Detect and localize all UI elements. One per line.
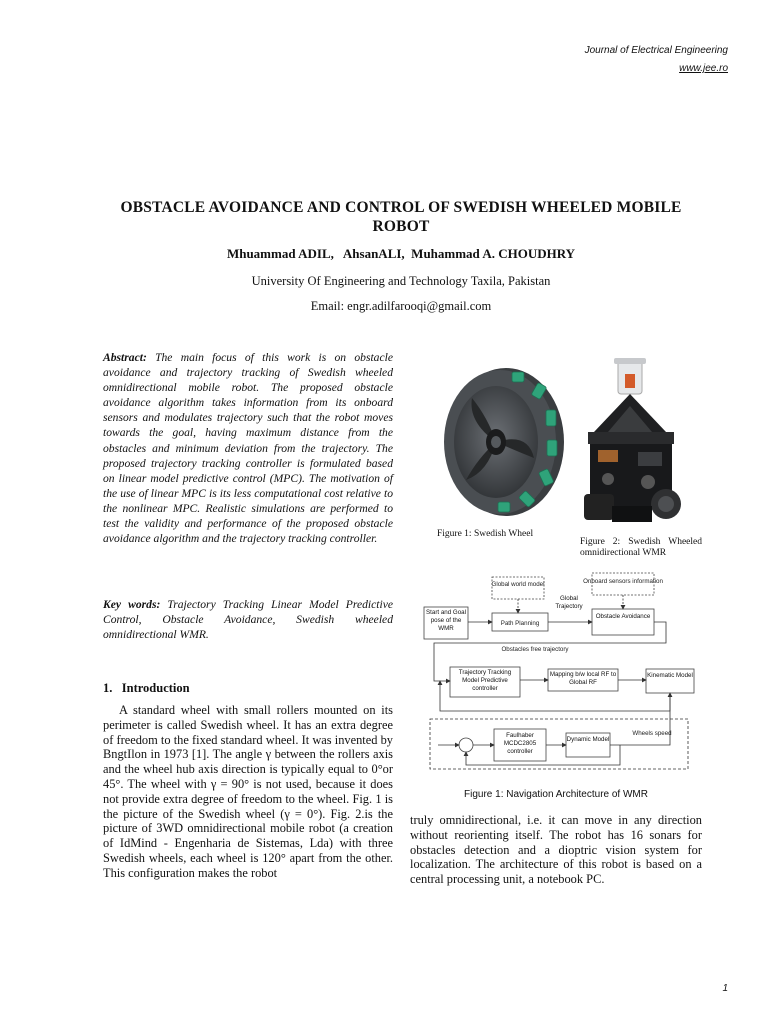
keywords [103,597,393,642]
intro-continuation: truly omnidirectional, i.e. it can move in any direction without reorienting itself. The robot has 16 sonars for obstacles detection and a dioptric vision system for localization. The architecture of this robot is based on a central processing unit, a notebook PC. [410,813,702,887]
keywords-label: Key words: [103,598,161,611]
journal-url[interactable]: www.jee.ro [679,63,728,74]
figure1-caption: Figure 1: Swedish Wheel [437,529,534,539]
navigation-diagram [420,569,700,779]
diagram-caption: Figure 1: Navigation Architecture of WMR [464,789,648,800]
summing-junction [459,738,473,752]
global-world-model-label: Global world model [491,581,545,588]
kinematic-label: Kinematic Model [647,672,693,679]
email: Email: engr.adilfarooqi@gmail.com [310,299,492,313]
abstract-text: The main focus of this work is on obstacle avoidance and trajectory tracking of Swedish wheeled omnidirectional mobile robot. The proposed obstacle avoidance algorithm takes information from its onboard sensors and modulates trajectory such that the robot moves towards the goal, having maximum distance from the obstacles and minimum deviation from the trajectory. The proposed trajectory tracking controller is formulated based on linear model predictive control (MPC). The motivation of the use of linear MPC is its less computational cost relative to the nonlinear MPC. Realistic simulations are performed to test the validity and performance of the proposed obstacle avoidance algorithm and the trajectory tracking controller. [103,351,393,546]
page-number: 1 [722,983,728,994]
onboard-sensors-label: Onboard sensors information [583,578,663,585]
intro-paragraph: A standard wheel with small rollers mounted on its perimeter is called Swedish wheel. It has an extra degree of freedom to the fixed standard wheel. It was invented by BngtIlon in 1973 [1]. The angle γ between the rollers axis and the wheel hub axis direction is typically equal to 0°or 45°. The wheel with γ = 90° is not used, because it does not provide extra degree of freedom to the wheel. Fig. 1 is the picture of the Swedish wheel (γ = 0°). Fig. 2.is the picture of 3WD omnidirectional mobile robot (a creation of IdMind - Engenharia de Sistemas, Lda) with three Swedish wheels, each wheel is 120° apart from the other. This configuration makes the robot [103,703,393,880]
faulhaber-label: Faulhaber MCDC2805 controller [503,732,537,755]
affiliation: University Of Engineering and Technology Taxila, Pakistan [251,274,551,288]
authors: Mhuammad ADIL, AhsanALI, Muhammad A. CHOUDHRY [226,246,576,261]
section-heading: 1. Introduction [103,681,190,695]
dynamic-model-label: Dynamic Model [566,736,610,743]
mpc-label: Trajectory Tracking Model Predictive controller [458,669,512,692]
obstacles-free-label: Obstacles free trajectory [501,646,569,653]
mapping-label: Mapping b/w local RF to Global RF [549,671,617,686]
swedish-wheel-image [438,362,568,520]
obstacle-avoidance-label: Obstacle Avoidance [595,613,651,620]
start-goal-label: Start and Goal pose of the WMR [426,609,466,632]
journal-name: Journal of Electrical Engineering [584,45,728,56]
figure2-caption: Figure 2: Swedish Wheeled omnidirectional WMR [580,537,702,558]
paper-title: OBSTACLE AVOIDANCE AND CONTROL OF SWEDISH WHEELED MOBILE ROBOT [120,199,682,235]
abstract [103,350,393,546]
wheels-speed-label: Wheels speed [632,730,672,737]
robot-image [578,354,686,534]
abstract-label: Abstract: [103,351,147,364]
path-planning-label: Path Planning [500,620,540,627]
keywords-text: Trajectory Tracking Linear Model Predictive Control, Obstacle Avoidance, Swedish wheeled omnidirectional WMR. [103,598,393,642]
global-trajectory-label: Global Trajectory [555,595,583,610]
